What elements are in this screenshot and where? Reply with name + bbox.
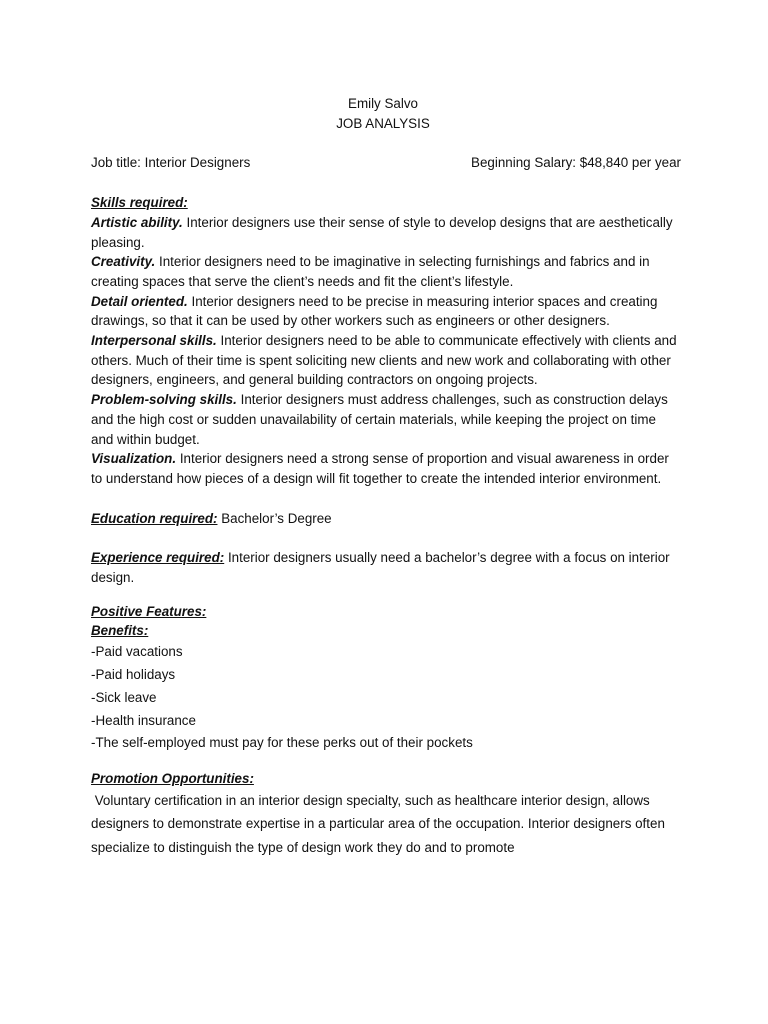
document-body	[91, 94, 681, 860]
skills-heading: Skills required:	[91, 195, 188, 211]
education-value: Bachelor’s Degree	[221, 510, 332, 526]
benefit-item: -Paid vacations	[91, 644, 183, 660]
skill-text: Interior designers must address challenges, such as construction delays and the high cost or sudden unavailability of certain materials, while keeping the project on time and within budget.	[91, 392, 668, 447]
skill-term: Detail oriented.	[91, 293, 188, 309]
document-title: JOB ANALYSIS	[336, 115, 430, 131]
job-title-label: Job title:	[91, 155, 141, 171]
education-heading: Education required:	[91, 510, 218, 526]
skill-item	[91, 292, 681, 331]
skill-term: Creativity.	[91, 254, 156, 270]
job-info-row	[91, 153, 681, 173]
skill-text: Interior designers need to be precise in measuring interior spaces and creating drawings, so that it can be used by other workers such as engineers or other designers.	[91, 293, 658, 329]
skill-text: Interior designers need to be able to communicate effectively with clients and others. Much of their time is spent soliciting new clients and new work and collaborating with other designers, engineers, and general building contractors on ongoing projects.	[91, 333, 677, 388]
skill-text: Interior designers use their sense of style to develop designs that are aesthetically pleasing.	[91, 214, 673, 250]
skill-item	[91, 213, 681, 252]
positive-features-section	[91, 602, 681, 755]
skill-term: Problem-solving skills.	[91, 392, 237, 408]
experience-section	[91, 548, 681, 587]
benefit-item: -The self-employed must pay for these perks out of their pockets	[91, 735, 473, 751]
benefits-heading: Benefits:	[91, 623, 149, 639]
promotion-section	[91, 769, 681, 859]
benefit-item: -Health insurance	[91, 712, 196, 728]
skill-item	[91, 331, 681, 390]
skill-item	[91, 390, 681, 449]
author-name: Emily Salvo	[348, 96, 418, 111]
salary-label: Beginning Salary:	[471, 155, 577, 171]
experience-heading: Experience required:	[91, 550, 225, 566]
positive-features-heading: Positive Features:	[91, 603, 207, 619]
salary-value: $48,840 per year	[579, 155, 681, 171]
beginning-salary	[471, 153, 681, 173]
benefit-item: -Sick leave	[91, 689, 157, 705]
skill-item	[91, 449, 681, 488]
experience-value: Interior designers usually need a bachelor’s degree with a focus on interior design.	[91, 550, 670, 586]
skill-item	[91, 252, 681, 291]
skill-term: Visualization.	[91, 451, 177, 467]
skill-term: Artistic ability.	[91, 214, 183, 230]
skill-text: Interior designers need a strong sense of proportion and visual awareness in order to understand how pieces of a design will fit together to create the intended interior environment.	[91, 451, 669, 486]
promotion-text-body: Voluntary certification in an interior design specialty, such as healthcare interior design, allows designers to demonstrate expertise in a particular area of the occupation. Interior designers often specialize to distinguish the type of design work they do and to promote	[91, 792, 665, 856]
benefit-item: -Paid holidays	[91, 666, 176, 682]
education-section	[91, 509, 681, 529]
job-title	[91, 153, 250, 173]
skill-term: Interpersonal skills.	[91, 333, 217, 349]
promotion-heading: Promotion Opportunities:	[91, 771, 254, 787]
skills-section	[91, 193, 681, 489]
job-title-value: Interior Designers	[144, 155, 251, 171]
skill-text: Interior designers need to be imaginative in selecting furnishings and fabrics and in creating spaces that serve the client’s needs and fit the client’s lifestyle.	[91, 254, 650, 289]
promotion-text	[91, 789, 681, 860]
